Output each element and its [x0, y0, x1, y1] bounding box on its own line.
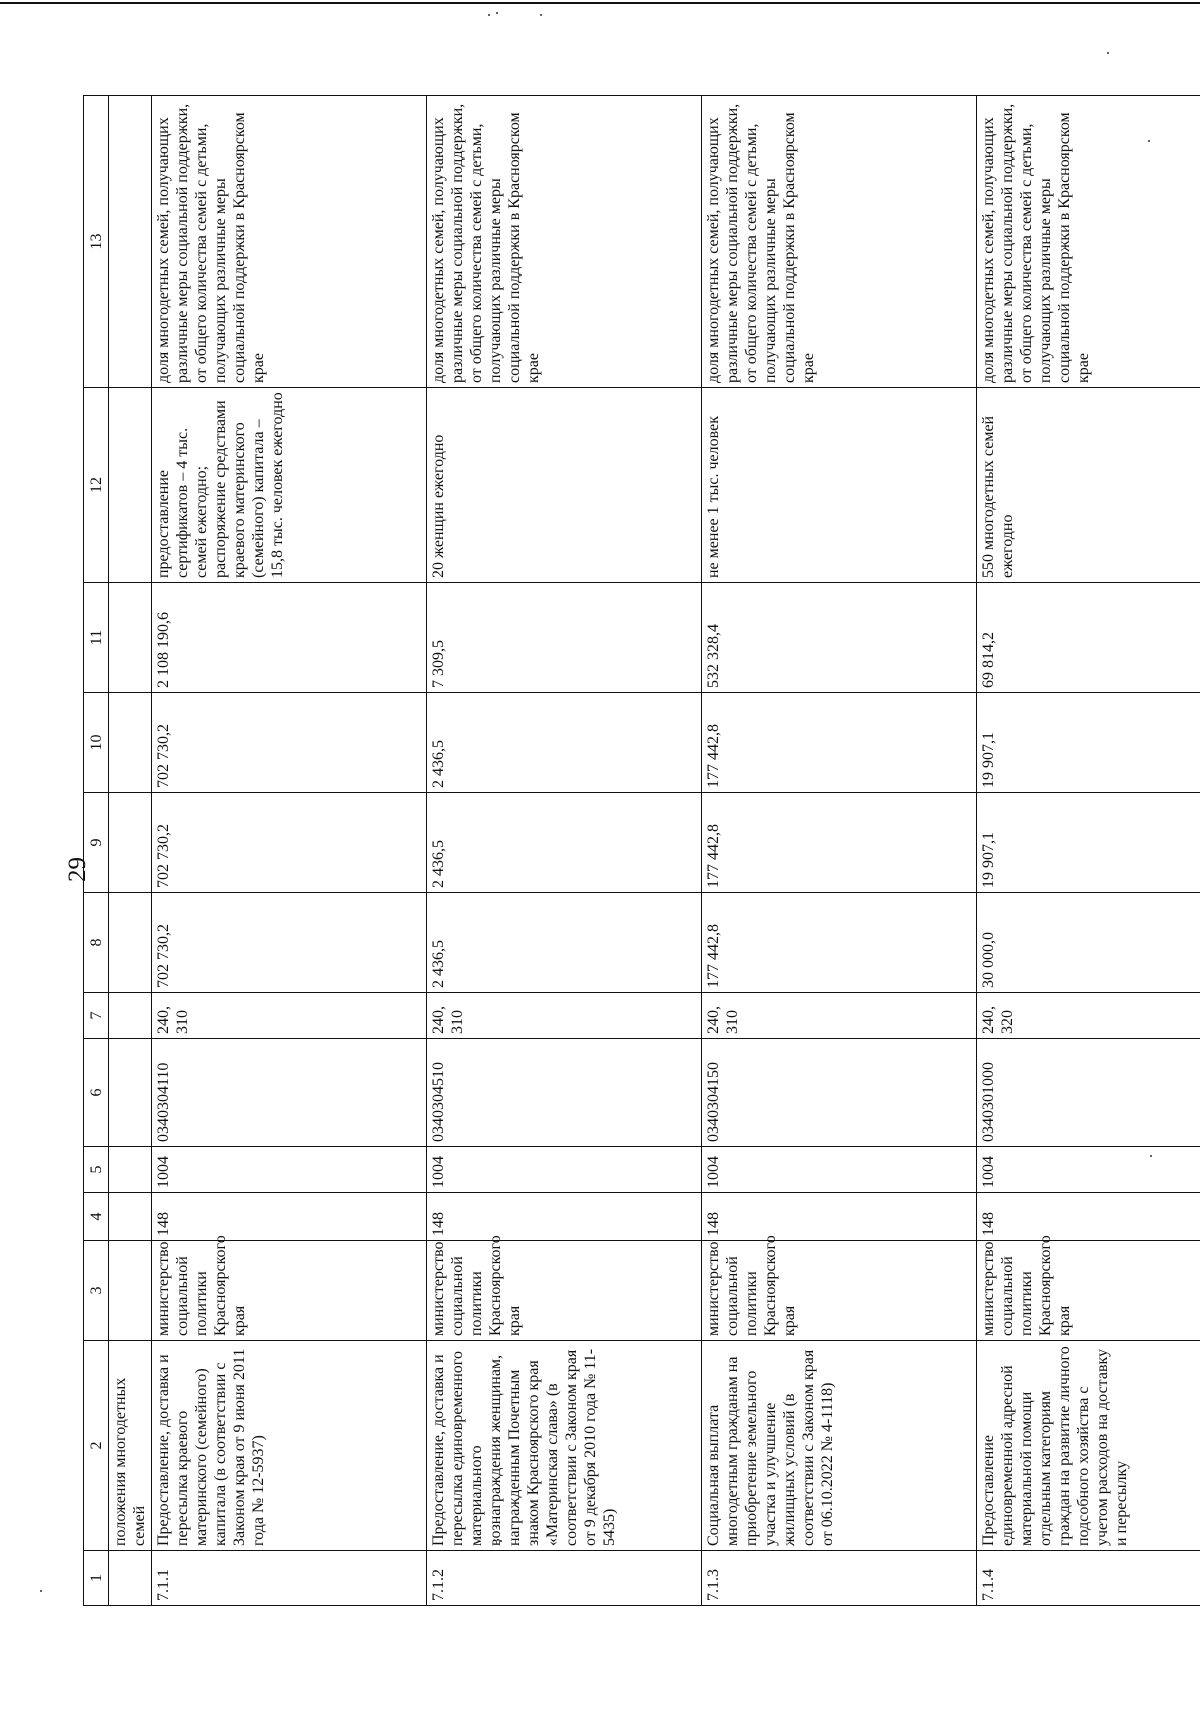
- amount-year-1: 177 442,8: [702, 893, 977, 993]
- table-row: [427, 96, 702, 1606]
- amount-year-1: 2 436,5: [427, 893, 702, 993]
- table-row: [702, 96, 977, 1606]
- item-number: 7.1.2: [427, 1551, 702, 1606]
- executor: министерство социальной политики Красноярского края: [427, 1241, 702, 1341]
- column-number: 2: [84, 1341, 109, 1551]
- section-code: 1004: [427, 1147, 702, 1193]
- expected-result: предоставление сертификатов – 4 тыс. семей ежегодно; распоряжение средствами краевого материнского (семейного) капитала – 15,8 тыс. человек ежегодно: [152, 388, 427, 583]
- section-code: 1004: [152, 1147, 427, 1193]
- column-number: 9: [84, 793, 109, 893]
- indicator: доля многодетных семей, получающих различные меры социальной поддержки, от общего количества семей с детьми, получающих различные меры социальной поддержки в Красноярском крае: [702, 96, 977, 388]
- expense-type: 240, 320: [977, 993, 1200, 1039]
- column-number: 4: [84, 1193, 109, 1241]
- column-number: 7: [84, 993, 109, 1039]
- item-number: 7.1.4: [977, 1551, 1200, 1606]
- table-row: [977, 96, 1200, 1606]
- amount-total: 2 108 190,6: [152, 583, 427, 693]
- executor: министерство социальной политики Красноярского края: [977, 1241, 1200, 1341]
- amount-year-3: 19 907,1: [977, 693, 1200, 793]
- measure-name: Предоставление, доставка и пересылка краевого материнского (семейного) капитала (в соответствии с Законом края от 9 июня 2011 года № 12-5937): [152, 1341, 427, 1551]
- indicator: доля многодетных семей, получающих различные меры социальной поддержки, от общего количества семей с детьми, получающих различные меры социальной поддержки в Красноярском крае: [977, 96, 1200, 388]
- page-number: 29: [64, 857, 91, 882]
- expected-result: 550 многодетных семей ежегодно: [977, 388, 1200, 583]
- column-number: 11: [84, 583, 109, 693]
- target-article: 0340304110: [152, 1039, 427, 1147]
- amount-year-3: 177 442,8: [702, 693, 977, 793]
- measure-name: Предоставление, доставка и пересылка единовременного материального вознаграждения женщинам, награжденным Почетным знаком Красноярского края «Материнская слава» (в соответствии с Законом края от 9 декабря 2010 года № 11-5435): [427, 1341, 702, 1551]
- target-article: 0340301000: [977, 1039, 1200, 1147]
- measure-name: Предоставление единовременной адресной материальной помощи отдельным категориям граждан на развитие личного подсобного хозяйства с учетом расходов на доставку и пересылку: [977, 1341, 1200, 1551]
- amount-year-3: 2 436,5: [427, 693, 702, 793]
- amount-total: 7 309,5: [427, 583, 702, 693]
- target-article: 0340304510: [427, 1039, 702, 1147]
- amount-year-2: 702 730,2: [152, 793, 427, 893]
- amount-year-1: 30 000,0: [977, 893, 1200, 993]
- expected-result: не менее 1 тыс. человек: [702, 388, 977, 583]
- column-number: 6: [84, 1039, 109, 1147]
- measure-name: Социальная выплата многодетным гражданам на приобретение земельного участка и улучшение жилищных условий (в соответствии с Законом края от 06.10.2022 № 4-1118): [702, 1341, 977, 1551]
- item-number: 7.1.3: [702, 1551, 977, 1606]
- grbs-code: 148: [152, 1193, 427, 1241]
- amount-total: 532 328,4: [702, 583, 977, 693]
- column-number: 13: [84, 96, 109, 388]
- expense-type: 240, 310: [702, 993, 977, 1039]
- executor: министерство социальной политики Красноярского края: [152, 1241, 427, 1341]
- column-number-row: [84, 96, 109, 1606]
- amount-year-3: 702 730,2: [152, 693, 427, 793]
- continuation-text: положения многодетных семей: [109, 1341, 152, 1551]
- section-code: 1004: [977, 1147, 1200, 1193]
- amount-year-2: 177 442,8: [702, 793, 977, 893]
- column-number: 1: [84, 1551, 109, 1606]
- target-article: 0340304150: [702, 1039, 977, 1147]
- column-number: 3: [84, 1241, 109, 1341]
- column-number: 12: [84, 388, 109, 583]
- item-number: 7.1.1: [152, 1551, 427, 1606]
- column-number: 8: [84, 893, 109, 993]
- grbs-code: 148: [977, 1193, 1200, 1241]
- expected-result: 20 женщин ежегодно: [427, 388, 702, 583]
- grbs-code: 148: [702, 1193, 977, 1241]
- table-row: [152, 96, 427, 1606]
- expense-type: 240, 310: [427, 993, 702, 1039]
- section-code: 1004: [702, 1147, 977, 1193]
- expense-type: 240, 310: [152, 993, 427, 1039]
- program-table: [83, 95, 1200, 1606]
- amount-year-1: 702 730,2: [152, 893, 427, 993]
- amount-total: 69 814,2: [977, 583, 1200, 693]
- indicator: доля многодетных семей, получающих различные меры социальной поддержки, от общего количества семей с детьми, получающих различные меры социальной поддержки в Красноярском крае: [427, 96, 702, 388]
- column-number: 5: [84, 1147, 109, 1193]
- amount-year-2: 19 907,1: [977, 793, 1200, 893]
- indicator: доля многодетных семей, получающих различные меры социальной поддержки, от общего количества семей с детьми, получающих различные меры социальной поддержки в Красноярском крае: [152, 96, 427, 388]
- executor: министерство социальной политики Красноярского края: [702, 1241, 977, 1341]
- column-number: 10: [84, 693, 109, 793]
- amount-year-2: 2 436,5: [427, 793, 702, 893]
- grbs-code: 148: [427, 1193, 702, 1241]
- continuation-row: [109, 96, 152, 1606]
